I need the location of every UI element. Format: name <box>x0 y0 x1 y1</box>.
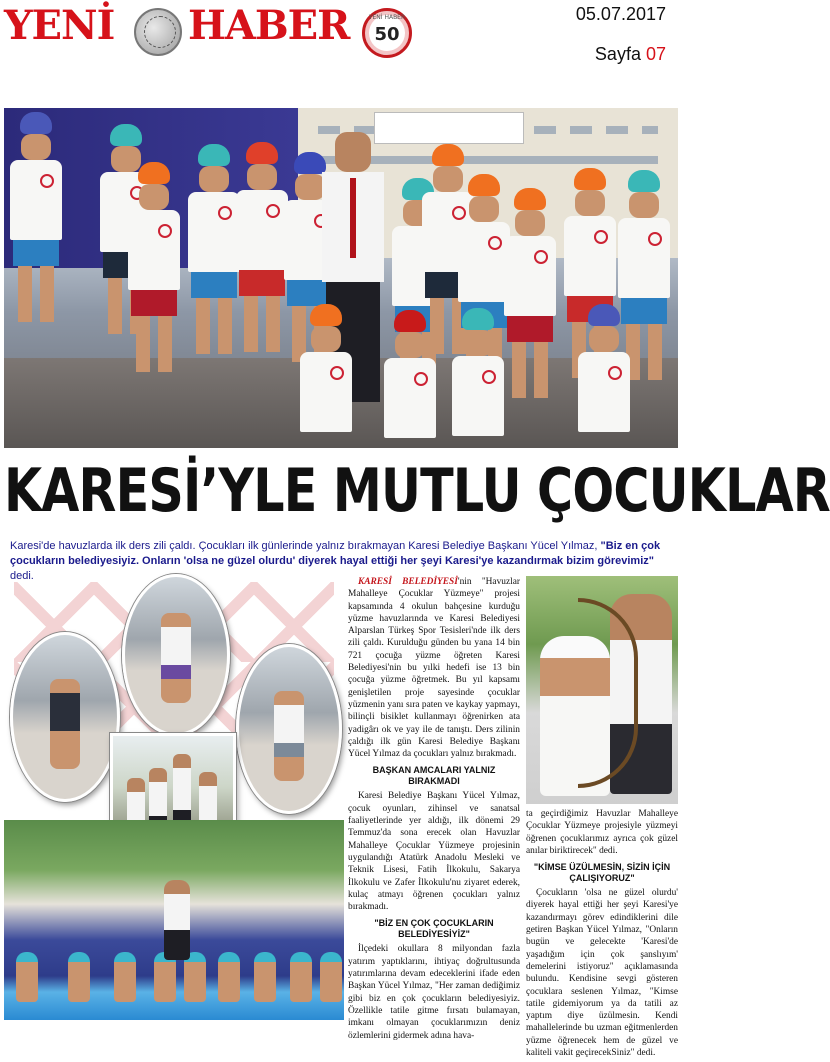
lead-plain: Karesi'de havuzlarda ilk ders zili çaldı. Çocukları ilk günlerinde yalnız bırakmayan Karesi Belediye Başkanı Yücel Yılmaz, <box>10 540 601 552</box>
child-figure <box>188 144 240 354</box>
child-figure <box>300 304 352 432</box>
child-figure <box>578 304 630 432</box>
hero-photo <box>4 108 678 448</box>
article-column-1 <box>348 576 520 1045</box>
page-label: Sayfa <box>594 44 641 64</box>
page-number <box>595 44 666 65</box>
masthead <box>0 0 682 100</box>
article-kicker: KARESİ BELEDİYESİ <box>358 577 458 587</box>
anniversary-number: 50 <box>374 24 400 45</box>
child-figure <box>504 188 556 398</box>
article-paragraph: ta geçirdiğimiz Havuzlar Mahalleye Çocuklar Yüzmeye projesiyle yüzmeyi öğrenen çocuklarımız ayrıca çok güzel anılar biriktirecek" dedi. <box>526 809 678 856</box>
issue-date: 05.07.2017 <box>575 4 666 24</box>
anniversary-caption: YENİ HABER <box>368 14 406 21</box>
photo-mayor-archery <box>526 576 678 804</box>
anniversary-badge-icon <box>362 8 412 58</box>
article-paragraph-text: 'nin "Havuzlar Mahalleye Çocuklar Yüzmeye" projesi kapsamında 4 okulun bahçesine kurduğu yüzme havuzlarında ve Karesi Belediyesi Alparslan Türkeş Spor Tesisleri'nde ilk ders zili çaldı. Kurulduğu günden bu yana 14 bin 721 çocuğa yüzme öğreten Karesi Belediyesi'nin bu yılki hedefi ise 13 bin çocuğa yüzme öğretmek. Bu yıl kapsamı genişletilen proje sayesinde çocuklar yüzmenin yanı sıra paten ve kaykay yapmayı, bilinçli bisiklet kullanmayı öğrenirken ata yadigârı ok ve yay ile de tanıştı. Ders zilinin çaldığı ilk gün Karesi Belediye Başkanı Yücel Yılmaz da çocukları yalnız bırakmadı. <box>348 577 520 760</box>
lead-tail: dedi. <box>10 570 34 582</box>
page-number-value: 07 <box>645 44 666 64</box>
headline: KARESİ’YLE MUTLU ÇOCUKLAR <box>4 456 830 526</box>
logo-yeni: YENİ <box>4 2 115 49</box>
globe-icon <box>134 8 182 56</box>
subheading: "BİZ EN ÇOK ÇOCUKLARIN BELEDİYESİYİZ" <box>374 918 494 940</box>
subheading: "KİMSE ÜZÜLMESİN, SİZİN İÇİN ÇALIŞIYORUZ" <box>533 862 671 884</box>
article-paragraph: İlçedeki okullara 8 milyondan fazla yatırım yaptıklarını, ihtiyaç doğrultusunda yatırımlarına devam edeceklerini ifade eden Başkan Yücel Yılmaz, "Her zaman dediğimiz gibi biz en çok çocukların belediyesiyiz. Özellikle tatile gitme fırsatı bulamayan, imkanı olmayan çocuklarımızın deniz özlemlerini gidermek adına hava- <box>348 944 520 1041</box>
article-paragraph <box>348 576 520 760</box>
child-figure <box>10 112 62 322</box>
lead-quote: "Biz en çok çocukların belediyesiyiz. Onların 'olsa ne güzel olurdu' diyerek hayal ettiği her şeyi Karesi'ye kazandırmak bizim görevimiz" <box>10 540 661 567</box>
article-column-2 <box>526 808 678 1062</box>
child-figure <box>452 308 504 436</box>
photo-pool-children <box>4 820 344 1020</box>
bow-icon <box>578 598 638 788</box>
article-paragraph: Çocukların 'olsa ne güzel olurdu' diyerek hayal ettiği her şeyi Karesi'ye kazandırmayı görev edindiklerini dile getiren Başkan Yücel Yılmaz, "Onların bugün ve gelecekte 'Karesi'de yaşadığım için çok şanslıyım' demelerini istiyoruz" açıklamasında bulundu. Kendisine sevgi gösteren çocuklara seslenen Yılmaz, "Kimse tatile gidemiyorum ya da tatili az yaptım diye üzülmesin. Kendi mahallelerinde bu uzman eğitmenlerden yüzme öğrenecek hem de güzel ve kaliteli vakit geçirecekSiniz" dedi. <box>526 888 678 1059</box>
article-paragraph: Karesi Belediye Başkanı Yücel Yılmaz, çocuk oyunları, zihinsel ve sanatsal faaliyetlerinde yer aldığı, ilk dönemi 29 Temmuz'da sona erecek olan Havuzlar Mahalleye Çocuklar Yüzmeye projesinin uygulandığı Atatürk Anadolu Mesleki ve Teknik Lisesi, Fatih İlkokulu, Sakarya İlkokulu ve Zafer İlkokulu'nu ziyaret ederek, kulaç atmayı öğrenen çocukları yalnız bırakmadı. <box>348 791 520 913</box>
child-figure <box>128 162 180 372</box>
photo-child-skateboard <box>236 644 342 814</box>
logo-haber: HABER <box>188 2 350 49</box>
photo-child-skating-helmet <box>122 574 230 736</box>
child-figure <box>384 310 436 438</box>
child-figure <box>236 142 288 352</box>
subheading: BAŞKAN AMCALARI YALNIZ BIRAKMADI <box>372 765 496 787</box>
hero-sign <box>374 112 524 144</box>
photo-child-skating <box>10 632 120 802</box>
